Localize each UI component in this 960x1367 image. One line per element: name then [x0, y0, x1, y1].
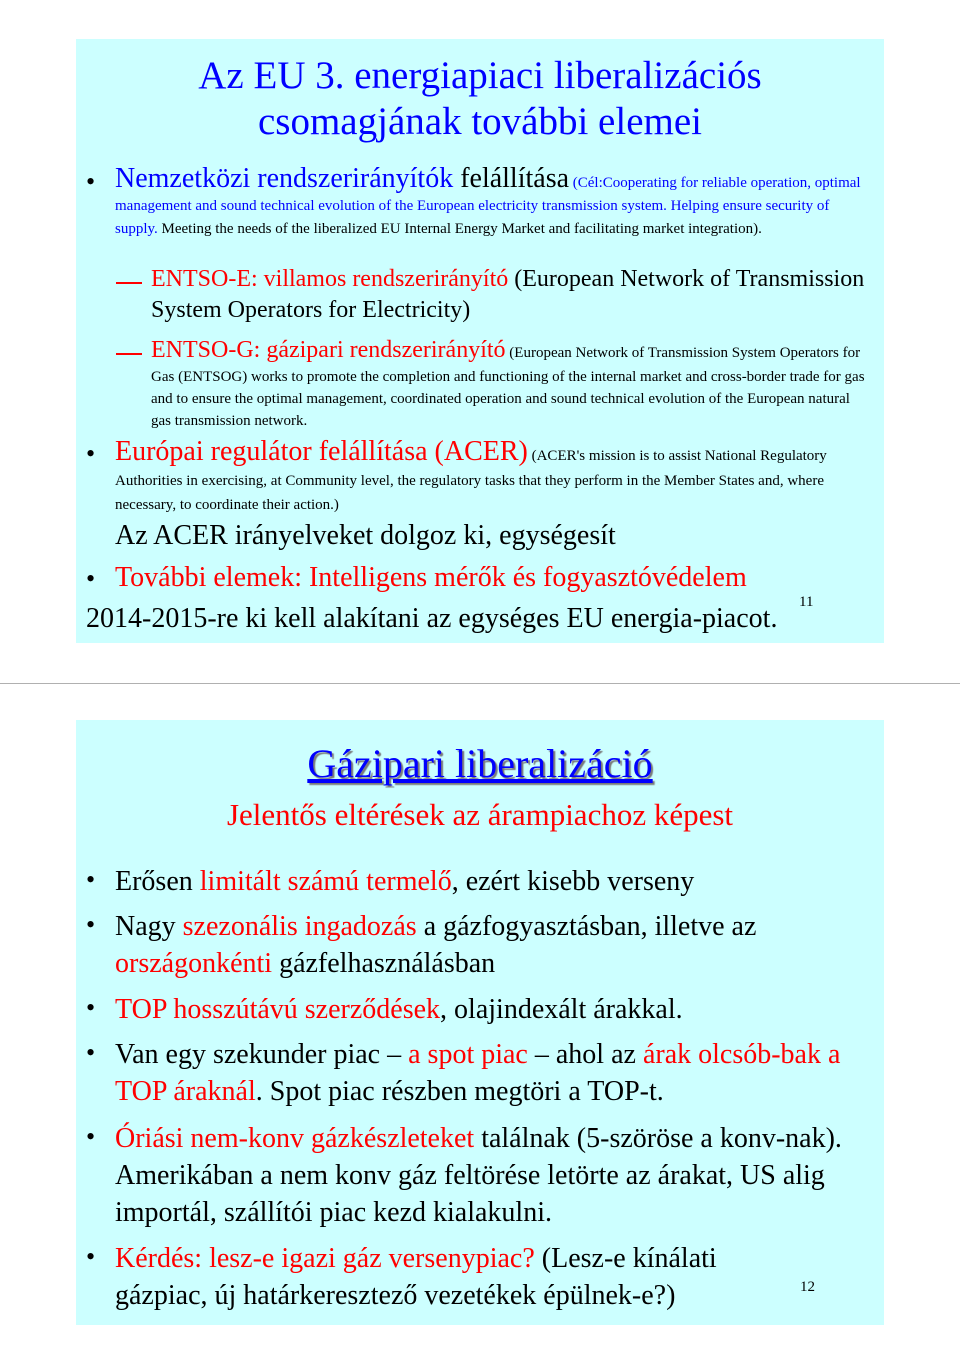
slide-11: Az EU 3. energiapiaci liberalizációs csomagjának további elemei • Nemzetközi rendszerirányítók felállítása (Cél:Cooperating for reliable operation, optimal management and sound technical evolution of the European electricity transmission system. Helping ensure security of supply. Meeting the needs of the liberalized EU Internal Energy Market and facilitating market integration). ENTSO-E: villamos rendszerirányító (European Network of Transmission System Operators for Electricity) ENTSO-G: gázipari rendszerirányító (European Network of Transmission System Operators for Gas (ENTSOG) works to promote the completion and functioning of the internal market and cross-border trade for gas and to ensure the optimal management, coordinated operation and sound technical evolution of the European natural gas transmission network. • Európai regulátor felállítása (ACER) (ACER's mission is to assist National Regulatory Authorities in exercising, at Community level, the regulatory tasks that they perform in the Member States and, where necessary, to coordinate their action.) Az ACER irányelveket dolgoz ki, egységesít • További elemek: Intelligens mérők és fogyasztóvédelem 2014-2015-re ki kell alakítani az egységes EU energia-piacot. 11	[76, 39, 884, 643]
final-statement: 2014-2015-re ki kell alakítani az egységes EU energia-piacot.	[86, 603, 778, 634]
slide-12: Gázipari liberalizáció Jelentős eltérések az árampiachoz képest • Erősen limitált számú termelő, ezért kisebb verseny • Nagy szezonális ingadozás a gázfogyasztásban, illetve az országonkénti gázfelhasználásban • TOP hosszútávú szerződések, olajindexált árakkal. • Van egy szekunder piac – a spot piac – ahol az árak olcsób-bak a TOP áraknál. Spot piac részben megtöri a TOP-t. • Óriási nem-konv gázkészleteket találnak (5-szöröse a konv-nak). Amerikában a nem konv gáz feltörése letörte az árakat, US alig importál, szállítói piac kezd kialakulni. • Kérdés: lesz-e igazi gáz versenypiac? (Lesz-e kínálati gázpiac, új határkeresztező vezetékek épülnek-e?) 12	[76, 720, 884, 1325]
bullet-dot: •	[86, 439, 96, 468]
page-divider	[0, 683, 960, 684]
slide-12-subtitle: Jelentős eltérések az árampiachoz képest	[226, 797, 734, 832]
bullet-dot: •	[86, 564, 96, 593]
bullet-text: Nemzetközi rendszerirányítók felállítása (Cél:Cooperating for reliable operation, optimal management and sound technical evolution of the European electricity transmission system. Helping ensure security of supply. Meeting the needs of the liberalized EU Internal Energy Market and facilitating market integration).	[115, 163, 861, 237]
bullet-dot: •	[86, 993, 96, 1022]
page-number: 12	[800, 1279, 815, 1295]
bullet-dot: •	[86, 167, 96, 196]
acer-statement: Az ACER irányelveket dolgoz ki, egységesít	[115, 520, 616, 551]
page-number: 11	[799, 594, 814, 610]
sub-entso-e-text: ENTSO-E: villamos rendszerirányító (European Network of Transmission System Operators for Electricity)	[151, 266, 865, 323]
slide-11-title: Az EU 3. energiapiaci liberalizációs csomagjának további elemei	[198, 54, 762, 143]
slide-12-title: Gázipari liberalizáció	[307, 741, 653, 786]
bullet-dot: •	[86, 910, 96, 939]
dash-marker	[116, 353, 142, 355]
bullet-dot: •	[86, 1038, 96, 1067]
bullet-dot: •	[86, 1122, 96, 1151]
sub-entso-g-text: ENTSO-G: gázipari rendszerirányító (European Network of Transmission System Operators for Gas (ENTSOG) works to promote the completion and functioning of the internal market and cross-border trade for gas and to ensure the optimal management, coordinated operation and sound technical evolution of the European natural gas transmission network.	[151, 337, 865, 429]
bullet-acer-text: Európai regulátor felállítása (ACER) (ACER's mission is to assist National Regulatory Authorities in exercising, at Community level, the regulatory tasks that they perform in the Member States and, where necessary, to coordinate their action.)	[115, 436, 827, 513]
bullet-dot: •	[86, 1242, 96, 1271]
dash-marker	[116, 282, 142, 284]
bullet-dot: •	[86, 865, 96, 894]
